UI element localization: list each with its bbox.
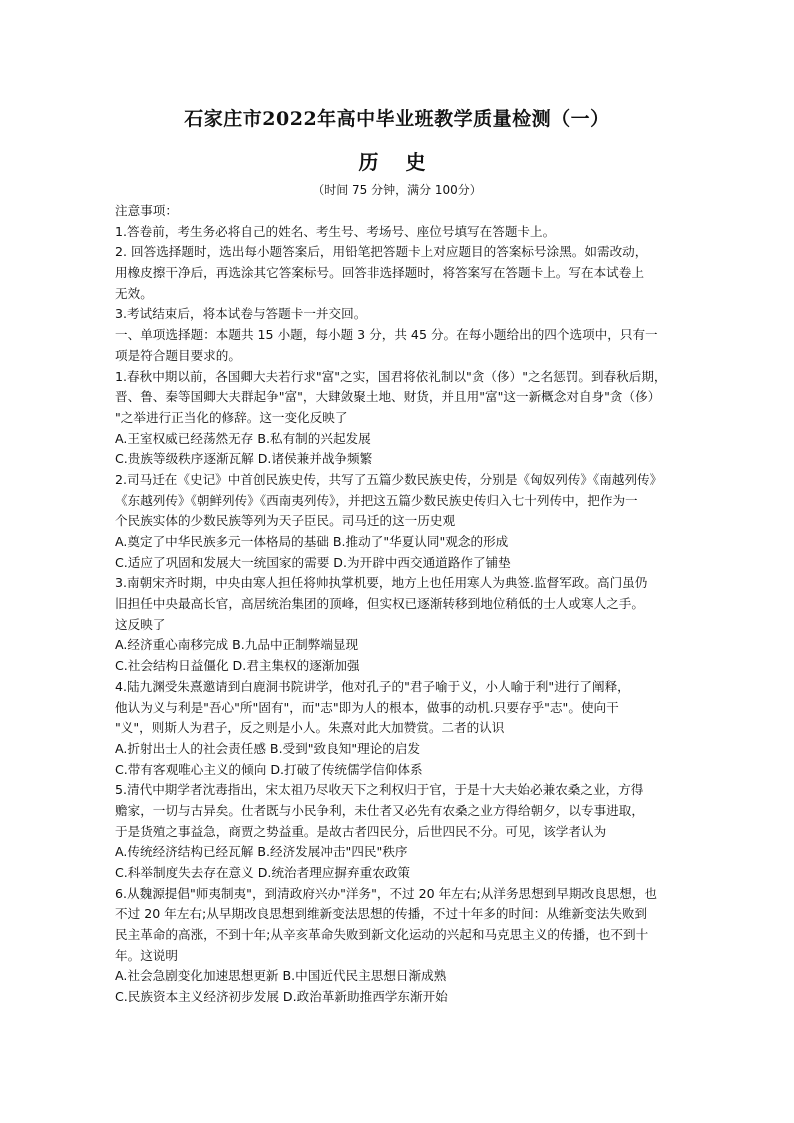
question-6-stem: 民主革命的高涨，不到十年;从辛亥革命失败到新文化运动的兴起和马克思主义的传播，也不到十 <box>115 927 649 943</box>
question-3-stem: 3.南朝宋齐时期，中央由寒人担任将帅执掌机要，地方上也任用寒人为典签.监督军政。高门虽仍 <box>115 575 648 591</box>
question-1-options: C.贵族等级秩序逐渐瓦解 D.诸侯兼并战争频繁 <box>115 451 373 467</box>
question-2-stem: 2.司马迁在《史记》中首创民族史传，共写了五篇少数民族史传，分别是《匈奴列传》《南越列传》 <box>115 471 663 487</box>
question-1-stem: "之举进行正当化的修辞。这一变化反映了 <box>115 409 348 425</box>
notice-line: 1.答卷前，考生务必将自己的姓名、考生号、考场号、座位号填写在答题卡上。 <box>115 223 556 239</box>
question-1-stem: 晋、鲁、秦等国卿大夫群起争"富"，大肆敛聚土地、财货，并且用"富"这一新概念对自身"贪（侈） <box>115 389 661 405</box>
question-5-stem: 5.清代中期学者沈毒指出，宋太祖乃尽收天下之利权归于官，于是十大夫始必兼农桑之业，方得 <box>115 782 644 798</box>
question-1-stem: 1.春秋中期以前，各国卿大夫若行求"富"之实，国君将依礼制以"贪（侈）"之名惩罚。到春秋后期， <box>115 368 667 384</box>
question-4-options: C.带有客观唯心主义的倾向 D.打破了传统儒学信仰体系 <box>115 761 423 777</box>
question-6-stem: 年。这说明 <box>115 947 178 963</box>
exam-title: 石家庄市2022年高中毕业班教学质量检测（一） <box>184 108 610 130</box>
question-5-options: A.传统经济结构已经瓦解 B.经济发展冲击"四民"秩序 <box>115 844 408 860</box>
notice-line: 3.考试结束后，将本试卷与答题卡一并交回。 <box>115 306 367 322</box>
section-heading: 一、单项选择题：本题共 15 小题，每小题 3 分，共 45 分。在每小题给出的四个选项中，只有一 <box>115 327 658 343</box>
question-3-stem: 这反映了 <box>115 616 166 632</box>
question-6-stem: 不过 20 年左右;从早期改良思想到维新变法思想的传播，不过十年多的时间：从维新变法失败到 <box>115 906 648 922</box>
question-4-stem: 他认为义与利是"吾心"所"固有"，而"志"即为人的根本，做事的动机.只要存乎"志"。使向干 <box>115 699 619 715</box>
question-2-stem: 《东越列传》《朝鲜列传》《西南夷列传》，并把这五篇少数民族史传归入七十列传中，把作为一 <box>115 492 638 508</box>
question-3-options: A.经济重心南移完成 B.九品中正制弊端显现 <box>115 637 359 653</box>
question-3-stem: 旧担任中央最高长官，高居统治集团的顶峰，但实权已逐渐转移到地位稍低的士人或寒人之手。 <box>115 596 644 612</box>
section-heading: 项是符合题目要求的。 <box>115 347 241 363</box>
question-5-stem: 于是货殖之事益急，商贾之势益重。是故古者四民分，后世四民不分。可见，该学者认为 <box>115 823 607 839</box>
notice-line: 无效。 <box>115 285 153 301</box>
question-5-options: C.科举制度失去存在意义 D.统治者理应摒弃重农政策 <box>115 865 410 880</box>
question-3-options: C.社会结构日益僵化 D.君主集权的逐渐加强 <box>115 658 360 674</box>
question-4-options: A.折射出士人的社会责任感 B.受到"致良知"理论的启发 <box>115 740 421 756</box>
question-1-options: A.王室权威已经荡然无存 B.私有制的兴起发展 <box>115 430 371 446</box>
notice-heading: 注意事项： <box>115 203 178 218</box>
question-5-stem: 赡家，一切与古异矣。仕者既与小民争利，未仕者又必先有农桑之业方得给朝夕，以专事进取， <box>115 802 644 818</box>
question-6-options: A.社会急剧变化加速思想更新 B.中国近代民主思想日渐成熟 <box>115 968 447 984</box>
question-2-stem: 个民族实体的少数民族等列为天子臣民。司马迁的这一历史观 <box>115 513 456 529</box>
question-2-options: C.适应了巩固和发展大一统国家的需要 D.为开辟中西交通道路作了铺垫 <box>115 554 511 570</box>
subject-title: 历 史 <box>358 150 436 174</box>
question-6-stem: 6.从魏源提倡"师夷制夷"，到清政府兴办"洋务"，不过 20 年左右;从洋务思想到早期改良思想，也 <box>115 885 658 901</box>
question-4-stem: "义"，则斯人为君子，反之则是小人。朱熹对此大加赞赏。二者的认识 <box>115 720 505 736</box>
exam-body <box>115 201 707 1008</box>
notice-line: 用橡皮擦干净后，再选涂其它答案标号。回答非选择题时，将答案写在答题卡上。写在本试卷上 <box>115 265 644 281</box>
question-4-stem: 4.陆九渊受朱熹邀请到白鹿洞书院讲学，他对孔子的"君子喻于义，小人喻于利"进行了阐释， <box>115 678 630 694</box>
notice-line: 2. 回答选择题时，选出每小题答案后，用铅笔把答题卡上对应题目的答案标号涂黑。如需改动， <box>115 244 648 260</box>
time-info: （时间 75 分钟，满分 100分） <box>312 183 482 197</box>
question-2-options: A.奠定了中华民族多元一体格局的基础 B.推动了"华夏认同"观念的形成 <box>115 534 509 549</box>
question-6-options: C.民族资本主义经济初步发展 D.政治革新助推西学东渐开始 <box>115 989 448 1005</box>
